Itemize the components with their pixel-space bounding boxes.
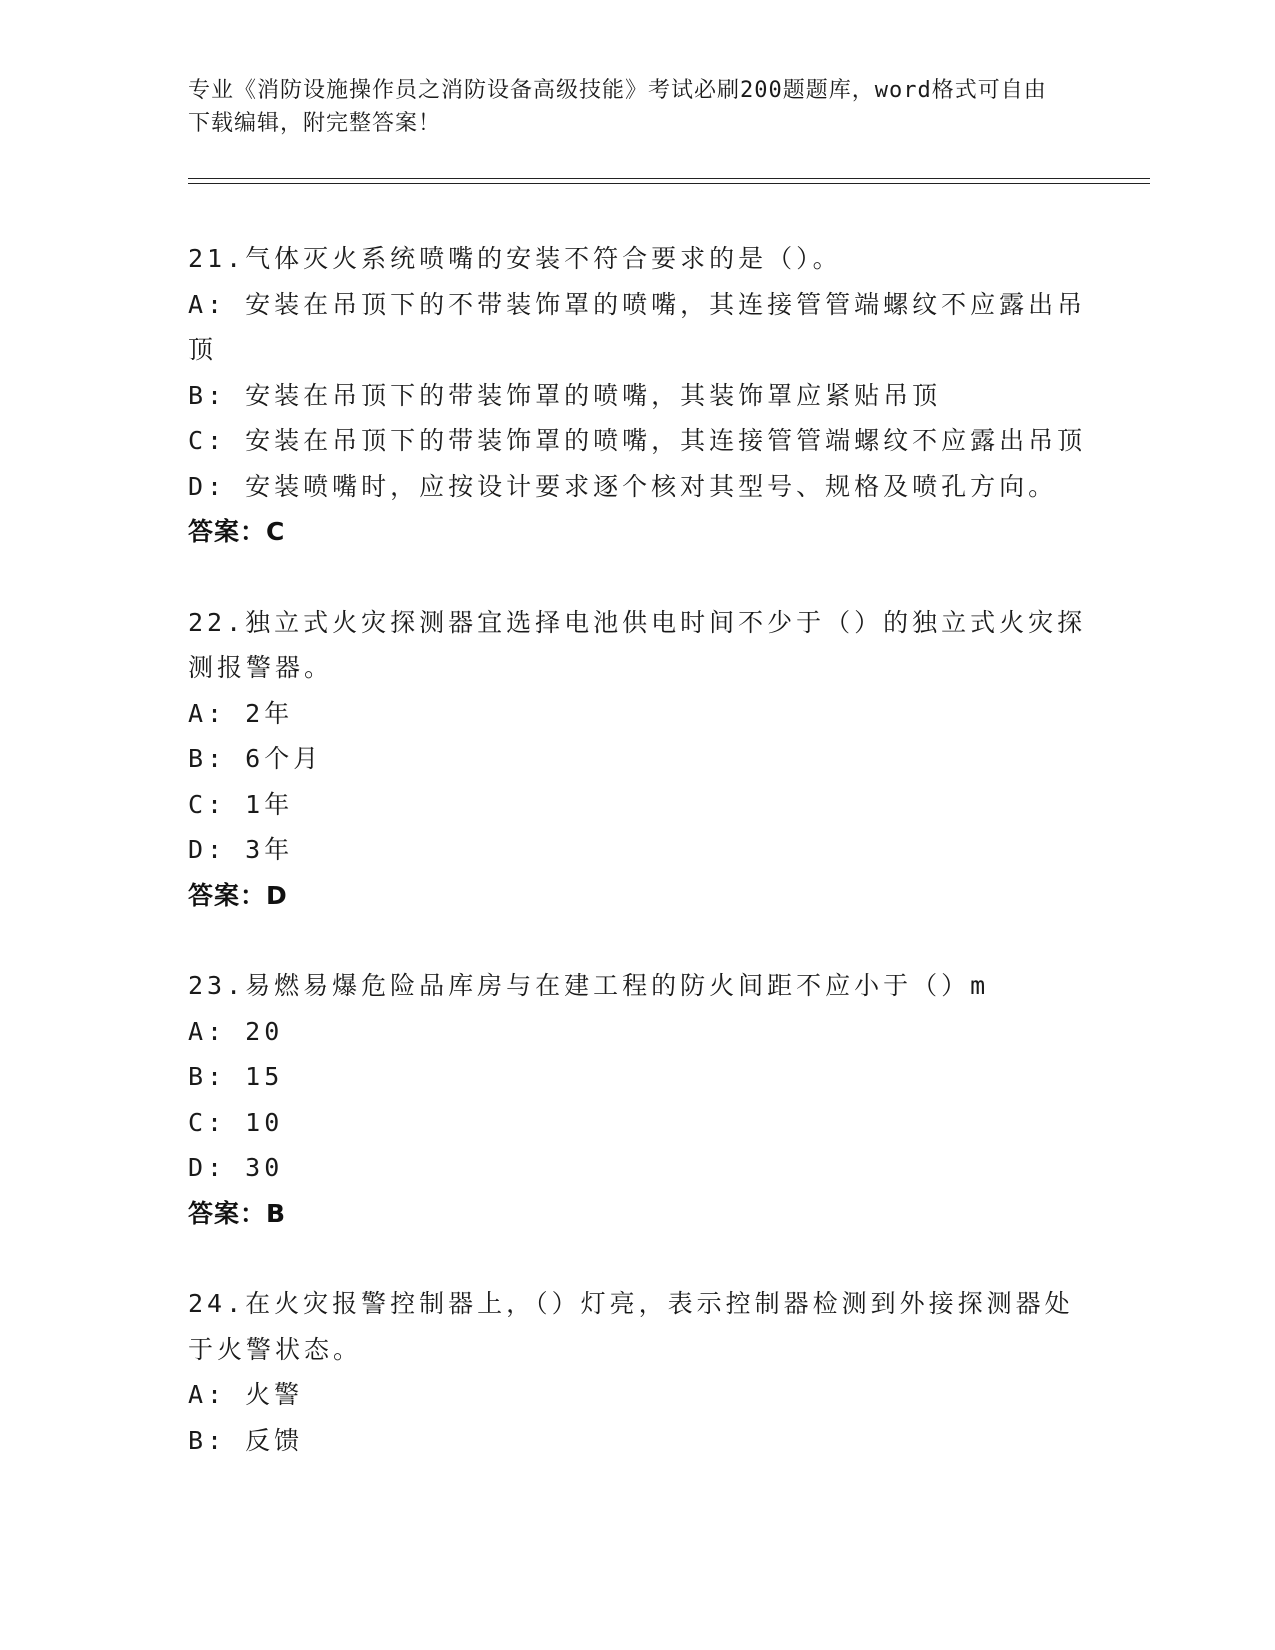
header-rule-top [188,178,1150,179]
question-stem: 22.独立式火灾探测器宜选择电池供电时间不少于（）的独立式火灾探测报警器。 [188,607,1087,682]
option-b: B: 6个月 [188,744,323,773]
answer-label: 答案： [188,517,267,546]
option-c: C: 10 [188,1107,284,1137]
option-a: A: 安装在吊顶下的不带装饰罩的喷嘴，其连接管管端螺纹不应露出吊顶 [188,289,1087,364]
question-stem: 21.气体灭火系统喷嘴的安装不符合要求的是（）。 [188,244,842,273]
answer-value: D [266,880,288,910]
header-rule-bottom [188,183,1150,184]
option-c: C: 1年 [188,789,294,819]
answer-line [188,1191,1088,1237]
answer-line [188,509,1088,555]
option-a: A: 20 [188,1016,284,1046]
question-22 [188,600,1088,919]
question-23 [188,963,1088,1236]
option-b: B: 安装在吊顶下的带装饰罩的喷嘴，其装饰罩应紧贴吊顶 [188,380,942,410]
question-list [188,236,1088,1508]
answer-label: 答案： [188,1198,267,1228]
option-d: D: 3年 [188,835,294,864]
answer-label: 答案： [188,880,267,910]
option-d: D: 30 [188,1153,284,1182]
option-b: B: 15 [188,1062,284,1091]
answer-value: C [266,517,286,546]
question-24 [188,1281,1088,1463]
option-d: D: 安装喷嘴时，应按设计要求逐个核对其型号、规格及喷孔方向。 [188,471,1058,501]
option-c: C: 安装在吊顶下的带装饰罩的喷嘴，其连接管管端螺纹不应露出吊顶 [188,426,1087,455]
option-a: A: 火警 [188,1380,304,1409]
answer-value: B [266,1198,287,1228]
option-b: B: 反馈 [188,1425,304,1455]
option-a: A: 2年 [188,698,294,728]
document-header: 专业《消防设施操作员之消防设备高级技能》考试必刷200题题库，word格式可自由下载编辑，附完整答案！ [188,78,1047,136]
answer-line [188,873,1088,919]
question-stem: 24.在火灾报警控制器上，（）灯亮，表示控制器检测到外接探测器处于火警状态。 [188,1289,1074,1364]
question-21 [188,236,1088,555]
question-stem: 23.易燃易爆危险品库房与在建工程的防火间距不应小于（）m [188,971,990,1000]
